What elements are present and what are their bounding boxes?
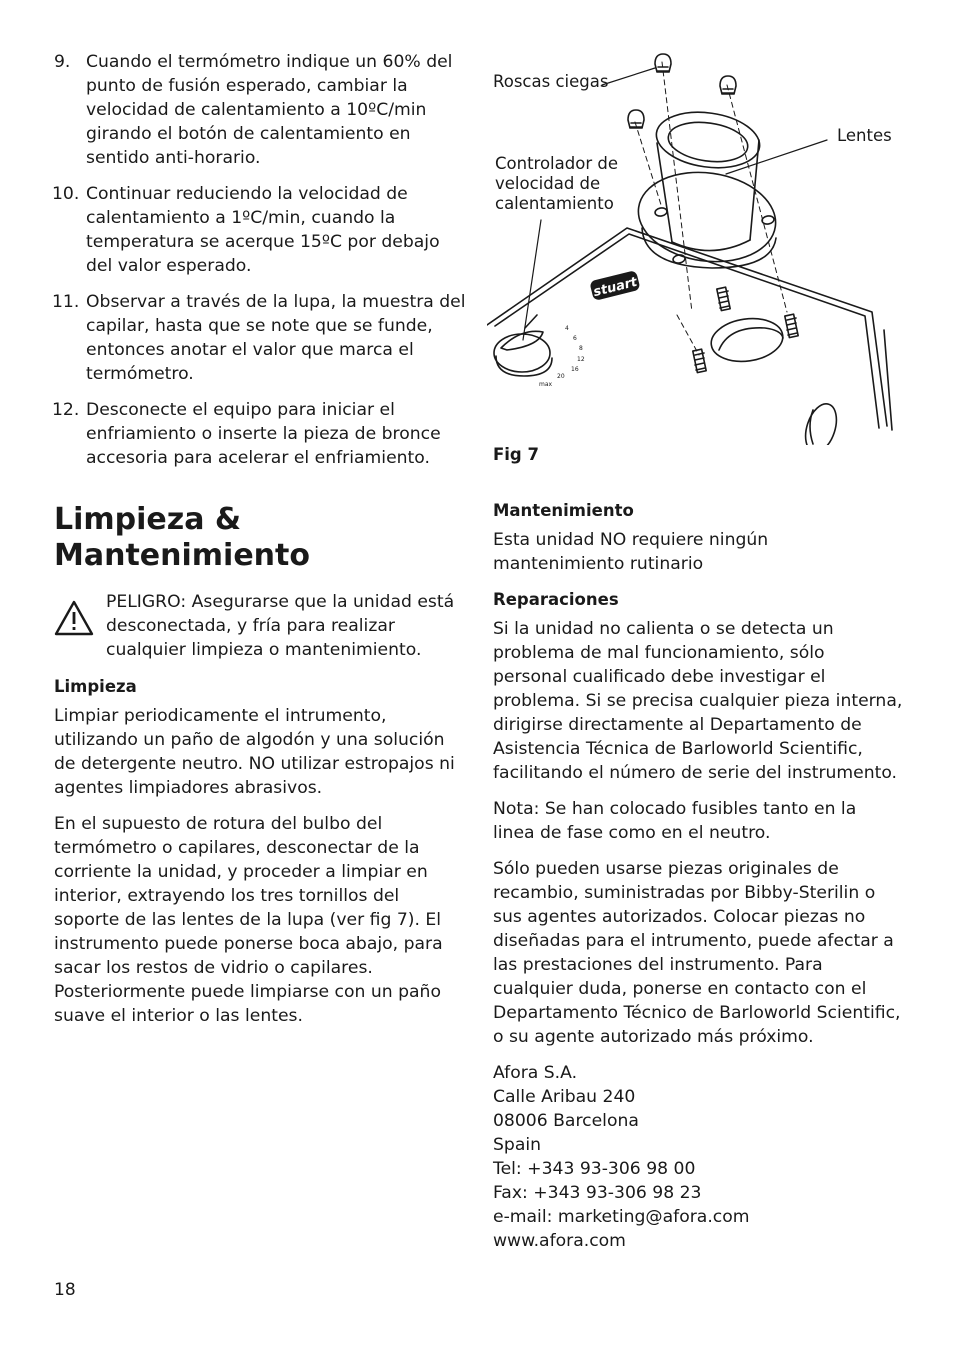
- address-line: 08006 Barcelona: [493, 1111, 639, 1131]
- address-block: [493, 1061, 903, 1253]
- reparaciones-paragraph: Nota: Se han colocado fusibles tanto en la linea de fase como en el neutro.: [493, 799, 857, 843]
- limpieza-paragraph: Limpiar periodicamente el intrumento, utilizando un paño de algodón y una solución de detergente neutro. NO utilizar estropajos ni agentes limpiadores abrasivos.: [54, 706, 455, 798]
- address-website: www.afora.com: [493, 1231, 626, 1251]
- warning-text: PELIGRO: Asegurarse que la unidad está desconectada, y fría para realizar cualquier limpieza o mantenimiento.: [106, 592, 455, 660]
- step-text: Observar a través de la lupa, la muestra del capilar, hasta que se note que se funde, entonces anotar el valor que marca el termómetro.: [86, 292, 466, 384]
- list-item: [54, 50, 466, 170]
- dial-tick: 20: [557, 373, 565, 380]
- figure-7: [487, 50, 907, 445]
- mantenimiento-text: Esta unidad NO requiere ningún mantenimiento rutinario: [493, 530, 769, 574]
- label-controlador: Controlador de velocidad de calentamiento: [495, 154, 618, 213]
- figure-caption: Fig 7: [493, 445, 539, 464]
- step-number: 10.: [52, 184, 80, 204]
- address-email: e-mail: marketing@afora.com: [493, 1207, 750, 1227]
- step-text: Continuar reduciendo la velocidad de calentamiento a 1ºC/min, cuando la temperatura se acerque 15ºC por debajo del valor esperado.: [86, 184, 440, 276]
- section-title: Limpieza & Mantenimiento: [54, 502, 310, 573]
- dial-tick: max: [539, 381, 553, 388]
- dial-tick: 4: [565, 325, 569, 332]
- address-fax: Fax: +343 93-306 98 23: [493, 1183, 702, 1203]
- left-column: [54, 50, 466, 1028]
- page-number: 18: [54, 1280, 76, 1300]
- warning-icon: [54, 600, 94, 636]
- mantenimiento-heading: Mantenimiento: [493, 501, 634, 520]
- reparaciones-heading: Reparaciones: [493, 590, 619, 609]
- label-roscas-ciegas: Roscas ciegas: [493, 72, 609, 91]
- dial-tick: 8: [579, 345, 583, 352]
- address-line: Spain: [493, 1135, 542, 1155]
- step-text: Cuando el termómetro indique un 60% del punto de fusión esperado, cambiar la velocidad de calentamiento a 10ºC/min girando el botón de calentamiento en sentido anti-horario.: [86, 52, 453, 168]
- step-number: 12.: [52, 400, 80, 420]
- limpieza-heading: Limpieza: [54, 677, 137, 696]
- limpieza-paragraph: En el supuesto de rotura del bulbo del termómetro o capilares, desconectar de la corriente la unidad, y proceder a limpiar en interior, extrayendo los tres tornillos del soporte de las lentes de la lupa (ver fig 7). El instrumento puede ponerse boca abajo, para sacar los restos de vidrio o capilares. Posteriormente puede limpiarse con un paño suave el interior o las lentes.: [54, 814, 443, 1026]
- instrument-illustration: [487, 50, 907, 445]
- step-number: 11.: [52, 292, 80, 312]
- reparaciones-paragraph: Sólo pueden usarse piezas originales de recambio, suministradas por Bibby-Sterilin o sus agentes autorizados. Colocar piezas no diseñadas para el intrumento, puede afectar a las prestaciones del instrumento. Para cualquier duda, ponerse en contacto con el Departamento Técnico de Barloworld Scientific, o su agente autorizado más próximo.: [493, 859, 901, 1047]
- brand-logo: stuart: [591, 274, 639, 301]
- list-item: [54, 290, 466, 386]
- right-column: [493, 50, 903, 1253]
- steps-list: [54, 50, 466, 470]
- dial-tick: 12: [577, 356, 585, 363]
- dial-tick: 6: [573, 335, 577, 342]
- dial-tick: 16: [571, 366, 579, 373]
- list-item: [54, 398, 466, 470]
- step-number: 9.: [54, 52, 71, 72]
- label-lentes: Lentes: [837, 126, 892, 145]
- list-item: [54, 182, 466, 278]
- step-text: Desconecte el equipo para iniciar el enfriamiento o inserte la pieza de bronce accesoria para acelerar el enfriamiento.: [86, 400, 441, 468]
- address-phone: Tel: +343 93-306 98 00: [493, 1159, 696, 1179]
- address-line: Afora S.A.: [493, 1063, 578, 1083]
- address-line: Calle Aribau 240: [493, 1087, 636, 1107]
- warning-block: [54, 590, 466, 662]
- reparaciones-paragraph: Si la unidad no calienta o se detecta un problema de mal funcionamiento, sólo personal cualificado debe investigar el problema. Si se precisa cualquier pieza interna, dirigirse directamente al Departamento de Asistencia Técnica de Barloworld Scientific, facilitando el número de serie del instrumento.: [493, 619, 903, 783]
